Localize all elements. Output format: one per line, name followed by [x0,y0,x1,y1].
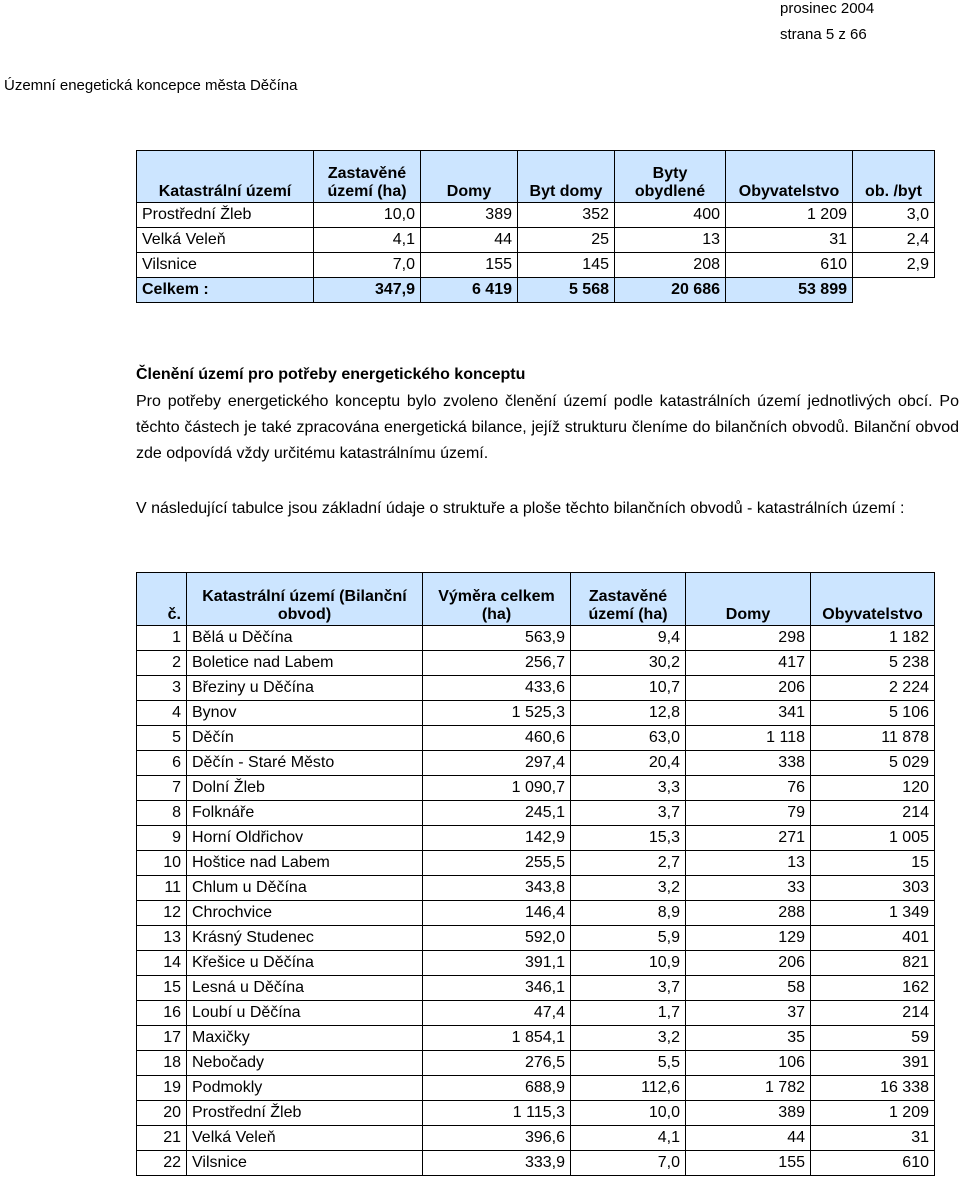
table-cell: 37 [686,1001,811,1026]
table-cell: 44 [421,228,518,253]
table-cell: Nebočady [187,1051,423,1076]
table-cell: 2,9 [853,253,935,278]
col-header: Katastrální území [137,151,314,203]
table-cell: 10,0 [314,203,421,228]
table-cell: 1 209 [811,1101,935,1126]
table-row [137,651,935,676]
table-cell: 12 [137,901,187,926]
table-cell: 3,7 [571,801,686,826]
table-cell: 245,1 [423,801,571,826]
table-cell: 17 [137,1026,187,1051]
table-cell: 6 419 [421,278,518,303]
table-cell: Děčín [187,726,423,751]
table-cell: 22 [137,1151,187,1176]
table-cell: 30,2 [571,651,686,676]
table-cell: 1 115,3 [423,1101,571,1126]
body-paragraph: V následující tabulce jsou základní údaje o struktuře a ploše těchto bilančních obvodů - katastrálních území : [136,500,905,517]
table-row [137,776,935,801]
table-cell: 4,1 [314,228,421,253]
table-cell: 155 [686,1151,811,1176]
table-cell: 1 005 [811,826,935,851]
table-cell: Vilsnice [137,253,314,278]
table-cell: 389 [421,203,518,228]
table-cell: 33 [686,876,811,901]
table-row [137,951,935,976]
table-cell: 610 [811,1151,935,1176]
col-header: Výměra celkem (ha) [423,573,571,626]
table-cell: 142,9 [423,826,571,851]
cadastral-table [136,572,935,1176]
table-cell: 214 [811,1001,935,1026]
table-cell: 208 [615,253,726,278]
table-cell: Březiny u Děčína [187,676,423,701]
table-cell: Lesná u Děčína [187,976,423,1001]
table-cell: 44 [686,1126,811,1151]
page-number: strana 5 z 66 [780,26,867,43]
table-cell: 4 [137,701,187,726]
table-cell: 7,0 [314,253,421,278]
col-header: Katastrální území (Bilanční obvod) [187,573,423,626]
table-cell: 25 [518,228,615,253]
table-row [137,1101,935,1126]
table-cell: 15 [137,976,187,1001]
table-cell: Chrochvice [187,901,423,926]
table-cell: 297,4 [423,751,571,776]
table-row [137,976,935,1001]
table-cell: 129 [686,926,811,951]
table-cell: 3,3 [571,776,686,801]
table-cell: 346,1 [423,976,571,1001]
table-cell: 2,7 [571,851,686,876]
table-cell: 20,4 [571,751,686,776]
table-cell: 58 [686,976,811,1001]
table-cell: 1 182 [811,626,935,651]
table-cell: 20 [137,1101,187,1126]
table-cell: Prostřední Žleb [137,203,314,228]
table-cell: 35 [686,1026,811,1051]
table-row [137,1051,935,1076]
table-cell: 76 [686,776,811,801]
table-cell: 145 [518,253,615,278]
table-cell: 1 854,1 [423,1026,571,1051]
table-cell: 3,2 [571,1026,686,1051]
table-cell: 19 [137,1076,187,1101]
table-row [137,1076,935,1101]
table-cell: 21 [137,1126,187,1151]
table-cell: 391,1 [423,951,571,976]
table-row [137,203,935,228]
table-cell: 5 568 [518,278,615,303]
col-header: ob. /byt [853,151,935,203]
table-cell: 53 899 [726,278,853,303]
table-cell: 8,9 [571,901,686,926]
table-cell: 20 686 [615,278,726,303]
table-cell: 9 [137,826,187,851]
header-date: prosinec 2004 [780,0,875,17]
table-cell: 206 [686,676,811,701]
table-cell: 4,1 [571,1126,686,1151]
table-row [137,926,935,951]
table-cell: 59 [811,1026,935,1051]
table-cell: Hoštice nad Labem [187,851,423,876]
table-cell: 11 [137,876,187,901]
table-row [137,901,935,926]
table-cell: Celkem : [137,278,314,303]
table-cell: 10,0 [571,1101,686,1126]
table-row [137,751,935,776]
table-cell: 400 [615,203,726,228]
table-row [137,1151,935,1176]
table-cell: 3,2 [571,876,686,901]
table-cell: 1,7 [571,1001,686,1026]
table-cell: 13 [615,228,726,253]
table-row [137,726,935,751]
table-row [137,253,935,278]
table-header-row [137,573,935,626]
table-cell: 271 [686,826,811,851]
table-cell: 10 [137,851,187,876]
table-cell: 10,7 [571,676,686,701]
table-cell: 31 [726,228,853,253]
table-row [137,876,935,901]
col-header: Obyvatelstvo [811,573,935,626]
col-header: Obyvatelstvo [726,151,853,203]
table-cell: 5 [137,726,187,751]
table-cell: Krásný Studenec [187,926,423,951]
table-cell: 5 238 [811,651,935,676]
table-cell: 214 [811,801,935,826]
table-cell: 7 [137,776,187,801]
table-cell: 391 [811,1051,935,1076]
table-cell: 15,3 [571,826,686,851]
table-cell: 15 [811,851,935,876]
table-row [137,676,935,701]
table-cell: 12,8 [571,701,686,726]
table-cell: 63,0 [571,726,686,751]
table-cell: 347,9 [314,278,421,303]
table-cell: 688,9 [423,1076,571,1101]
col-header: Byty obydlené [615,151,726,203]
table-row [137,801,935,826]
col-header: Zastavěné území (ha) [571,573,686,626]
table-cell: Dolní Žleb [187,776,423,801]
table-cell: Loubí u Děčína [187,1001,423,1026]
table-cell: 5,5 [571,1051,686,1076]
table-cell: 7,0 [571,1151,686,1176]
table-cell: Velká Veleň [137,228,314,253]
table-cell: 298 [686,626,811,651]
table-cell: 341 [686,701,811,726]
table-cell: 18 [137,1051,187,1076]
table-cell: 9,4 [571,626,686,651]
section-heading: Členění území pro potřeby energetického konceptu [136,366,526,383]
table-cell: 6 [137,751,187,776]
table-cell: 31 [811,1126,935,1151]
summary-table [136,150,935,303]
table-cell: 389 [686,1101,811,1126]
table-cell: Děčín - Staré Město [187,751,423,776]
table-row [137,851,935,876]
table-cell: 8 [137,801,187,826]
table-cell: 1 [137,626,187,651]
col-header: č. [137,573,187,626]
table-cell: 610 [726,253,853,278]
total-row [137,278,935,303]
table-cell: 288 [686,901,811,926]
table-cell: 343,8 [423,876,571,901]
table-cell: 11 878 [811,726,935,751]
col-header: Domy [421,151,518,203]
table-cell: 13 [137,926,187,951]
table-cell: Bělá u Děčína [187,626,423,651]
table-cell: 821 [811,951,935,976]
table-header-row [137,151,935,203]
table-cell: 396,6 [423,1126,571,1151]
table-cell: 460,6 [423,726,571,751]
table-cell: Maxičky [187,1026,423,1051]
col-header: Zastavěné území (ha) [314,151,421,203]
table-cell: 1 349 [811,901,935,926]
table-cell: 10,9 [571,951,686,976]
table-cell: 1 090,7 [423,776,571,801]
table-row [137,1026,935,1051]
table-cell: 5 106 [811,701,935,726]
table-cell: 206 [686,951,811,976]
table-cell: 5 029 [811,751,935,776]
table-cell: 352 [518,203,615,228]
table-cell: 433,6 [423,676,571,701]
table-cell: 112,6 [571,1076,686,1101]
table-cell: 2,4 [853,228,935,253]
table-cell: 79 [686,801,811,826]
table-cell: 401 [811,926,935,951]
col-header: Domy [686,573,811,626]
body-paragraph: Pro potřeby energetického konceptu bylo zvoleno členění území podle katastrálních území jednotlivých obcí. Po těchto částech je také zpracována energetická bilance, jejíž strukturu členíme do bilančních obvodů. Bilanční obvod zde odpovídá vždy určitému katastrálnímu území. [136,393,959,462]
table-row [137,228,935,253]
table-cell: 2 224 [811,676,935,701]
table-cell: 14 [137,951,187,976]
table-cell: 2 [137,651,187,676]
table-cell: 13 [686,851,811,876]
table-cell: 5,9 [571,926,686,951]
table-row [137,701,935,726]
table-cell: 338 [686,751,811,776]
table-cell: Vilsnice [187,1151,423,1176]
table-cell: Folknáře [187,801,423,826]
table-cell: Prostřední Žleb [187,1101,423,1126]
table-cell: 592,0 [423,926,571,951]
document-title: Územní enegetická koncepce města Děčína [4,77,298,94]
table-cell: 1 209 [726,203,853,228]
table-cell: 276,5 [423,1051,571,1076]
table-row [137,626,935,651]
table-cell: Křešice u Děčína [187,951,423,976]
table-cell: 3 [137,676,187,701]
table-cell: 16 [137,1001,187,1026]
table-cell: Chlum u Děčína [187,876,423,901]
table-cell: 303 [811,876,935,901]
table-cell: 120 [811,776,935,801]
table-cell: 146,4 [423,901,571,926]
empty-cell [853,278,935,303]
table-cell: 3,0 [853,203,935,228]
table-row [137,1126,935,1151]
table-cell: 3,7 [571,976,686,1001]
table-cell: 563,9 [423,626,571,651]
table-cell: 47,4 [423,1001,571,1026]
table-cell: 256,7 [423,651,571,676]
table-cell: Velká Veleň [187,1126,423,1151]
table-cell: 1 525,3 [423,701,571,726]
table-cell: 417 [686,651,811,676]
table-cell: 106 [686,1051,811,1076]
col-header: Byt domy [518,151,615,203]
table-cell: 162 [811,976,935,1001]
table-cell: 1 782 [686,1076,811,1101]
table-cell: 16 338 [811,1076,935,1101]
table-cell: Podmokly [187,1076,423,1101]
table-cell: 155 [421,253,518,278]
table-row [137,826,935,851]
table-row [137,1001,935,1026]
table-cell: Boletice nad Labem [187,651,423,676]
table-cell: Horní Oldřichov [187,826,423,851]
table-cell: Bynov [187,701,423,726]
table-cell: 255,5 [423,851,571,876]
table-cell: 1 118 [686,726,811,751]
table-cell: 333,9 [423,1151,571,1176]
